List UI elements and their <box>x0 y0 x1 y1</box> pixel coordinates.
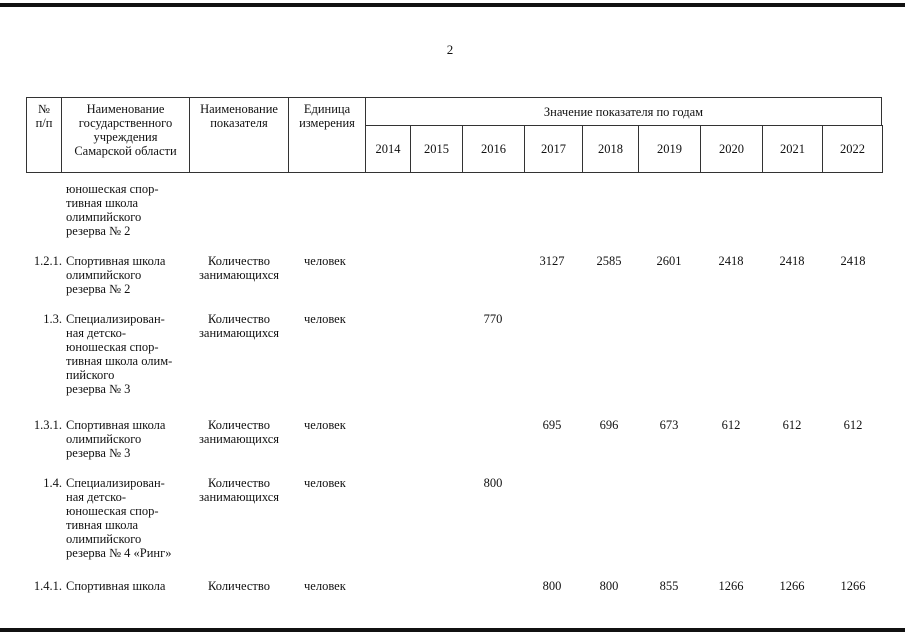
indicator-name: Количество <box>208 579 270 593</box>
indicator-name: Количество занимающихся <box>198 254 280 282</box>
header-year-2019: 2019 <box>638 125 701 173</box>
value-2021: 2418 <box>779 254 805 268</box>
value-2022: 2418 <box>840 254 866 268</box>
header-year-2017: 2017 <box>524 125 583 173</box>
institution-name: юношеская спор- тивная школа олимпийского резерва № 2 <box>66 182 159 238</box>
header-year-2018: 2018 <box>582 125 639 173</box>
institution-name: Спортивная школа <box>66 579 166 593</box>
header-year-2021: 2021 <box>762 125 823 173</box>
bottom-rule <box>0 628 905 632</box>
header-col-unit: Единица измерения <box>288 97 366 173</box>
header-year-2015: 2015 <box>410 125 463 173</box>
value-2019: 673 <box>659 418 679 432</box>
value-2020: 612 <box>721 418 741 432</box>
institution-name: Спортивная школа олимпийского резерва № 3 <box>66 418 166 460</box>
value-2022: 1266 <box>840 579 866 593</box>
value-2022: 612 <box>843 418 863 432</box>
row-number: 1.3.1. <box>33 418 62 432</box>
header-year-2014: 2014 <box>365 125 411 173</box>
value-2017: 695 <box>542 418 562 432</box>
header-col-values: Значение показателя по годам <box>365 97 882 126</box>
value-2020: 2418 <box>718 254 744 268</box>
value-2019: 2601 <box>656 254 682 268</box>
value-2021: 612 <box>782 418 802 432</box>
value-2020: 1266 <box>718 579 744 593</box>
unit-of-measure: человек <box>304 579 346 593</box>
row-number: 1.4.1. <box>33 579 62 593</box>
value-2016: 770 <box>483 312 503 326</box>
institution-name: Специализирован- ная детско- юношеская спор- тивная школа олимпийского резерва № 4 «Ринг» <box>66 476 172 560</box>
header-col-indicator: Наименование показателя <box>189 97 289 173</box>
unit-of-measure: человек <box>304 418 346 432</box>
value-2018: 2585 <box>596 254 622 268</box>
value-2018: 800 <box>599 579 619 593</box>
value-2019: 855 <box>659 579 679 593</box>
indicator-name: Количество занимающихся <box>198 476 280 504</box>
institution-name: Специализирован- ная детско- юношеская спор- тивная школа олим- пийского резерва № 3 <box>66 312 173 396</box>
value-2017: 800 <box>542 579 562 593</box>
unit-of-measure: человек <box>304 254 346 268</box>
value-2016: 800 <box>483 476 503 490</box>
top-rule <box>0 3 905 7</box>
indicator-name: Количество занимающихся <box>198 418 280 446</box>
header-col-no: № п/п <box>26 97 62 173</box>
page-number: 2 <box>446 42 454 57</box>
unit-of-measure: человек <box>304 476 346 490</box>
header-year-2020: 2020 <box>700 125 763 173</box>
value-2018: 696 <box>599 418 619 432</box>
header-col-name: Наименование государственного учреждения Самарской области <box>61 97 190 173</box>
institution-name: Спортивная школа олимпийского резерва № 2 <box>66 254 166 296</box>
value-2017: 3127 <box>539 254 565 268</box>
header-year-2016: 2016 <box>462 125 525 173</box>
row-number: 1.2.1. <box>33 254 62 268</box>
value-2021: 1266 <box>779 579 805 593</box>
row-number: 1.3. <box>43 312 62 326</box>
header-year-2022: 2022 <box>822 125 883 173</box>
unit-of-measure: человек <box>304 312 346 326</box>
indicator-name: Количество занимающихся <box>198 312 280 340</box>
row-number: 1.4. <box>43 476 62 490</box>
